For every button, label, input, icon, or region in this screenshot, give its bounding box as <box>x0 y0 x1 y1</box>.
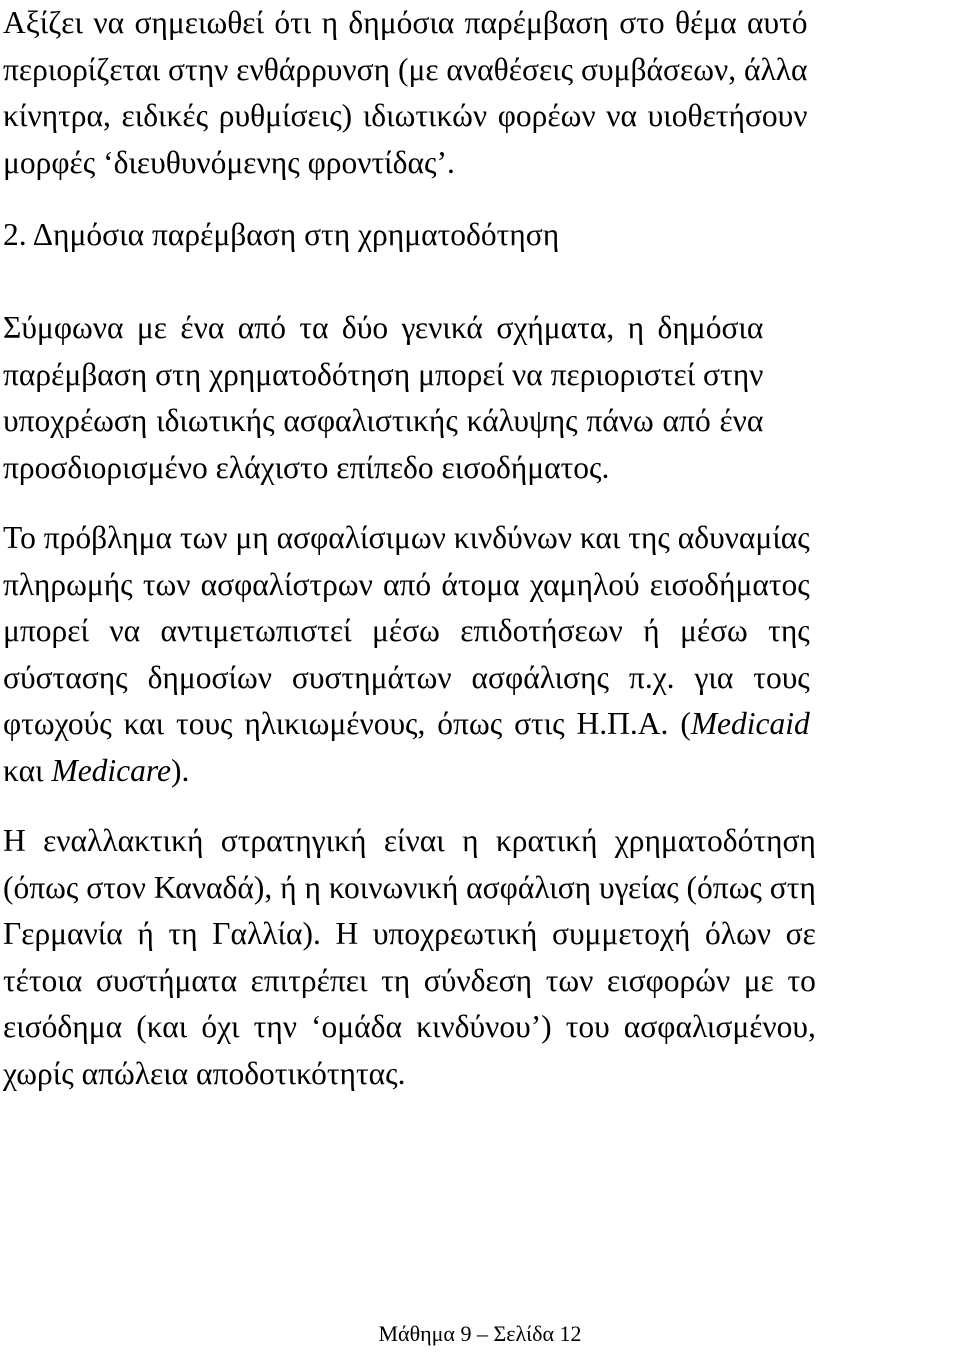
paragraph-line: πληρωμής των ασφαλίστρων από άτομα χαμηλού εισοδήματος <box>3 566 810 602</box>
paragraph-line: Αξίζει να σημειωθεί ότι η δημόσια παρέμβαση στο θέμα αυτό <box>3 5 808 40</box>
paragraph-intro <box>3 0 808 186</box>
paragraph-line: τέτοια συστήματα επιτρέπει τη σύνδεση των εισφορών με το <box>3 962 816 998</box>
paragraph-financing <box>3 305 763 491</box>
paragraph-line: (όπως στον Καναδά), ή η κοινωνική ασφάλιση υγείας (όπως στη <box>3 869 816 905</box>
paragraph-line: χωρίς απώλεια αποδοτικότητας. <box>3 1055 406 1091</box>
paragraph-line: Σύμφωνα με ένα από τα δύο γενικά σχήματα, η δημόσια <box>3 310 764 345</box>
paragraph-line: Γερμανία ή τη Γαλλία). Η υποχρεωτική συμμετοχή όλων σε <box>3 916 816 951</box>
paragraph-line: προσδιορισμένο ελάχιστο επίπεδο εισοδήματος. <box>3 449 610 485</box>
paragraph-line: μορφές ‘διευθυνόμενης φροντίδας’. <box>3 144 455 180</box>
paragraph-line: κίνητρα, ειδικές ρυθμίσεις) ιδιωτικών φορέων να υιοθετήσουν <box>3 98 808 133</box>
paragraph-line: σύστασης δημοσίων συστημάτων ασφάλισης π.χ. για τους <box>3 659 810 695</box>
section-heading-text: 2. Δημόσια παρέμβαση στη χρηματοδότηση <box>3 217 560 252</box>
paragraph-text: και <box>3 752 52 788</box>
paragraph-line: Η εναλλακτική στρατηγική είναι η κρατική χρηματοδότηση <box>3 823 816 858</box>
paragraph-line <box>3 701 810 748</box>
italic-term: Medicaid <box>690 706 810 741</box>
paragraph-line: περιορίζεται στην ενθάρρυνση (με αναθέσεις συμβάσεων, άλλα <box>3 51 808 87</box>
paragraph-line: Το πρόβλημα των μη ασφαλίσιμων κινδύνων και της αδυναμίας <box>3 520 810 555</box>
paragraph-text: ). <box>170 752 190 788</box>
paragraph-line: εισόδημα (και όχι την ‘ομάδα κινδύνου’) του ασφαλισμένου, <box>3 1009 816 1044</box>
page-footer: Μάθημα 9 – Σελίδα 12 <box>378 1321 582 1346</box>
paragraph-line <box>3 748 810 795</box>
paragraph-text: φτωχούς και τους ηλικιωμένους, όπως στις Η.Π.Α. ( <box>3 706 691 741</box>
paragraph-line: παρέμβαση στη χρηματοδότηση μπορεί να περιοριστεί στην <box>3 356 764 392</box>
italic-term: Medicare <box>51 752 171 788</box>
paragraph-line: υποχρέωση ιδιωτικής ασφαλιστικής κάλυψης πάνω από ένα <box>3 403 764 438</box>
paragraph-alternative-strategy <box>3 818 816 1097</box>
paragraph-uninsurable-risks <box>3 515 810 794</box>
paragraph-line: μπορεί να αντιμετωπιστεί μέσω επιδοτήσεων ή μέσω της <box>3 613 810 648</box>
section-heading <box>3 212 559 259</box>
